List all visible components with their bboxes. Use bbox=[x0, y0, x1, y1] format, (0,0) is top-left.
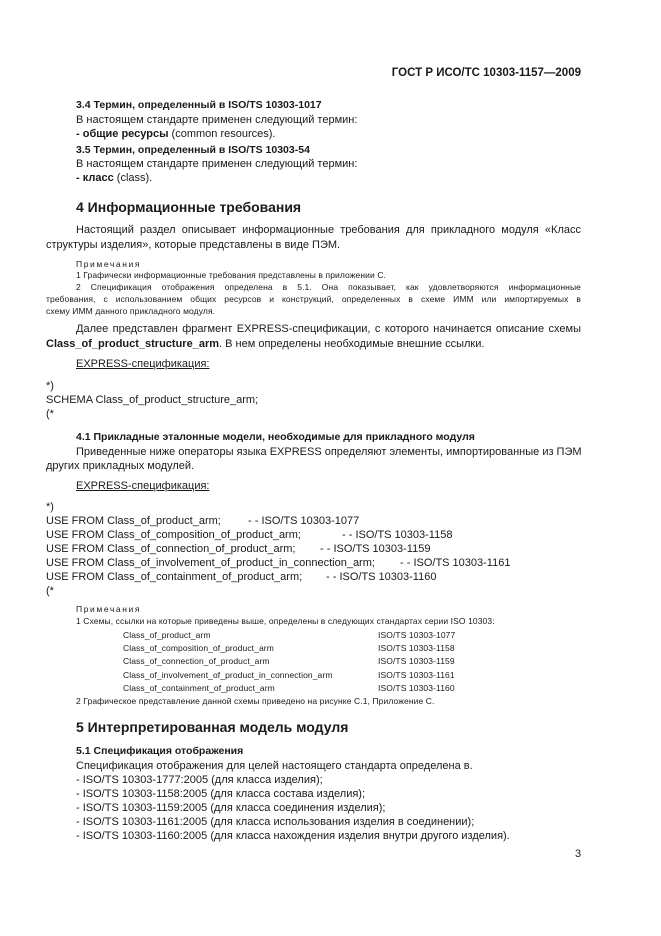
ref-standard: ISO/TS 10303-1160 bbox=[378, 683, 455, 693]
code-comment-close: (* bbox=[46, 585, 54, 597]
express-spec-label: EXPRESS-спецификация: bbox=[76, 358, 210, 370]
code-comment-open: *) bbox=[46, 501, 54, 513]
use-statement: USE FROM Class_of_involvement_of_product_in_connection_arm; bbox=[46, 557, 375, 569]
page-number: 3 bbox=[575, 848, 582, 860]
section-4-para2-line2 bbox=[46, 338, 484, 350]
use-comment: - - ISO/TS 10303-1077 bbox=[248, 515, 360, 527]
ref-schema: Class_of_involvement_of_product_in_connection_arm bbox=[123, 670, 333, 680]
term-gloss: (common resources). bbox=[171, 128, 276, 140]
list-item: - ISO/TS 10303-1159:2005 (для класса соединения изделия); bbox=[76, 802, 386, 814]
use-comment: - - ISO/TS 10303-1158 bbox=[342, 529, 453, 541]
ref-schema: Class_of_connection_of_product_arm bbox=[123, 656, 270, 666]
term-dash: - bbox=[76, 128, 80, 140]
list-item: - ISO/TS 10303-1777:2005 (для класса изделия); bbox=[76, 774, 323, 786]
list-item: - ISO/TS 10303-1161:2005 (для класса использования изделия в соединении); bbox=[76, 816, 475, 828]
section-3-4-intro: В настоящем стандарте применен следующий термин: bbox=[76, 114, 358, 126]
use-comment: - - ISO/TS 10303-1159 bbox=[320, 543, 431, 555]
section-4-note2-line3: схему ИММ данного прикладного модуля. bbox=[46, 306, 216, 316]
use-comment: - - ISO/TS 10303-1161 bbox=[400, 557, 511, 569]
use-statement: USE FROM Class_of_product_arm; bbox=[46, 515, 221, 527]
para2-rest: . В нем определены необходимые внешние ссылки. bbox=[219, 338, 485, 350]
term-dash: - bbox=[76, 172, 80, 184]
ref-schema: Class_of_composition_of_product_arm bbox=[123, 643, 274, 653]
section-5-1-heading: 5.1 Спецификация отображения bbox=[76, 745, 244, 757]
section-4-notes-label: Примечания bbox=[76, 259, 142, 269]
section-4-1-notes-label: Примечания bbox=[76, 604, 142, 614]
use-comment: - - ISO/TS 10303-1160 bbox=[326, 571, 437, 583]
section-3-5-term bbox=[76, 172, 152, 184]
use-statement: USE FROM Class_of_containment_of_product_arm; bbox=[46, 571, 303, 583]
section-3-5-heading: 3.5 Термин, определенный в ISO/TS 10303-54 bbox=[76, 144, 310, 156]
document-header: ГОСТ Р ИСО/ТС 10303-1157—2009 bbox=[391, 67, 581, 79]
term-gloss: (class). bbox=[116, 172, 153, 184]
section-4-note1: 1 Графически информационные требования представлены в приложении С. bbox=[76, 270, 387, 280]
ref-standard: ISO/TS 10303-1077 bbox=[378, 630, 456, 640]
ref-standard: ISO/TS 10303-1158 bbox=[378, 643, 455, 653]
ref-schema: Class_of_containment_of_product_arm bbox=[123, 683, 275, 693]
list-item: - ISO/TS 10303-1158:2005 (для класса состава изделия); bbox=[76, 788, 366, 800]
section-4-1-para-line1: Приведенные ниже операторы языка EXPRESS определяют элементы, импортированные из ПЭМ bbox=[76, 446, 582, 458]
section-4-1-note1: 1 Схемы, ссылки на которые приведены выше, определены в следующих стандартах серии ISO 10303: bbox=[76, 616, 495, 626]
use-statement: USE FROM Class_of_connection_of_product_arm; bbox=[46, 543, 296, 555]
schema-name: Class_of_product_structure_arm bbox=[46, 338, 220, 350]
section-4-heading: 4 Информационные требования bbox=[76, 199, 302, 215]
section-4-1-note2: 2 Графическое представление данной схемы приведено на рисунке С.1, Приложение С. bbox=[76, 696, 435, 706]
code-schema-line: SCHEMA Class_of_product_structure_arm; bbox=[46, 394, 259, 406]
list-item: - ISO/TS 10303-1160:2005 (для класса нахождения изделия внутри другого изделия). bbox=[76, 830, 510, 842]
section-3-4-heading: 3.4 Термин, определенный в ISO/TS 10303-1017 bbox=[76, 99, 322, 111]
term-common-resources: общие ресурсы bbox=[82, 128, 169, 140]
section-4-1-para-line2: других прикладных модулей. bbox=[46, 460, 195, 472]
section-4-para1-line1: Настоящий раздел описывает информационные требования для прикладного модуля «Класс bbox=[76, 224, 581, 236]
code-comment-open: *) bbox=[46, 380, 54, 392]
section-4-para2-line1: Далее представлен фрагмент EXPRESS-спецификации, с которого начинается описание схемы bbox=[76, 323, 581, 335]
section-3-5-intro: В настоящем стандарте применен следующий термин: bbox=[76, 158, 358, 170]
section-4-note2-line2: требования, с использованием общих ресурсов и конструкций, определенных в схеме ИММ или импортируемых в bbox=[46, 294, 581, 304]
term-class: класс bbox=[82, 172, 114, 184]
section-4-para1-line2: структуры изделия», которые представлены в виде ПЭМ. bbox=[46, 239, 341, 251]
ref-standard: ISO/TS 10303-1161 bbox=[378, 670, 455, 680]
section-5-heading: 5 Интерпретированная модель модуля bbox=[76, 719, 349, 735]
ref-schema: Class_of_product_arm bbox=[123, 630, 211, 640]
ref-standard: ISO/TS 10303-1159 bbox=[378, 656, 455, 666]
express-spec-label: EXPRESS-спецификация: bbox=[76, 480, 210, 492]
section-5-1-intro: Спецификация отображения для целей настоящего стандарта определена в. bbox=[76, 760, 473, 772]
section-4-note2-line1: 2 Спецификация отображения определена в 5.1. Она показывает, как удовлетворяются информационные bbox=[76, 282, 581, 292]
section-4-1-heading: 4.1 Прикладные эталонные модели, необходимые для прикладного модуля bbox=[76, 431, 475, 443]
section-3-4-term bbox=[76, 128, 275, 140]
use-statement: USE FROM Class_of_composition_of_product_arm; bbox=[46, 529, 301, 541]
code-comment-close: (* bbox=[46, 408, 54, 420]
